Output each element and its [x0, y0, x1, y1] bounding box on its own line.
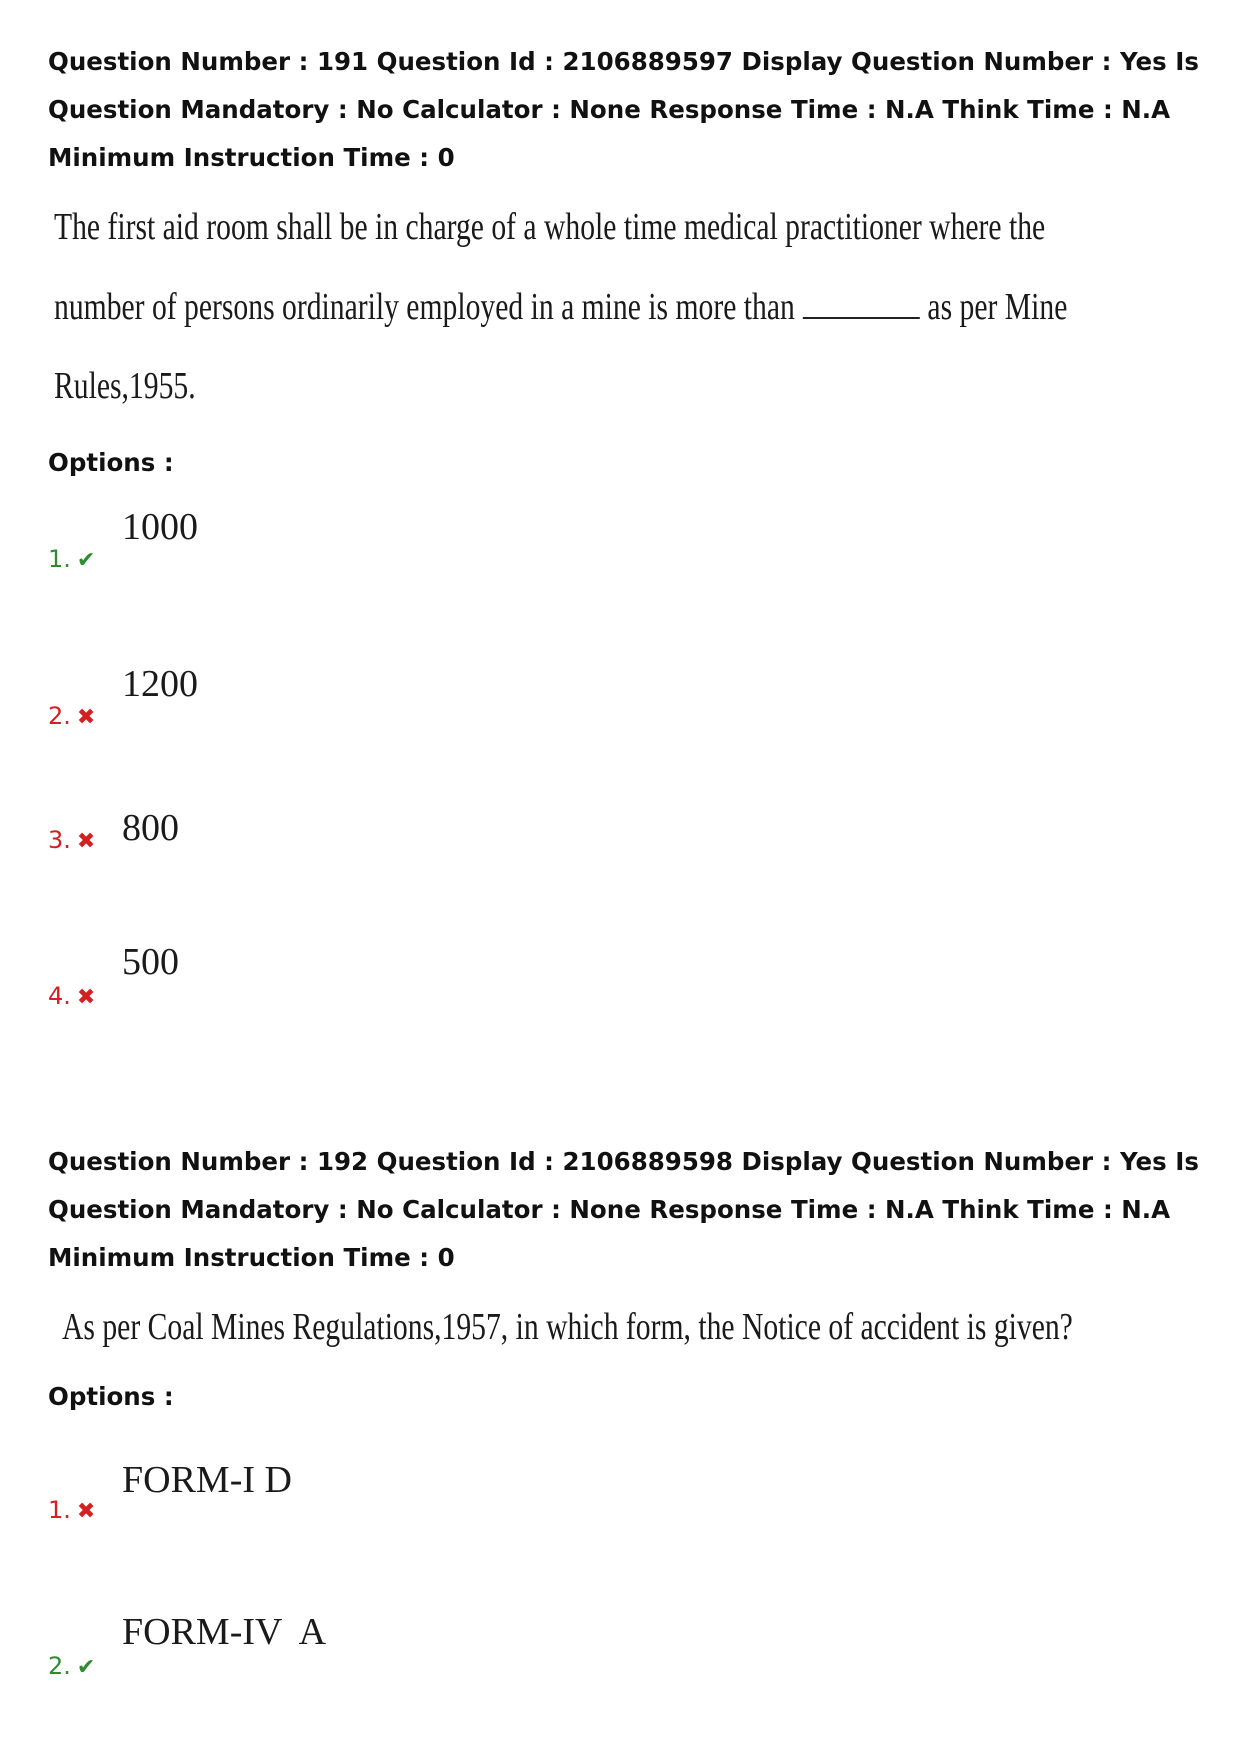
question-191-option-1-number: [48, 545, 95, 573]
question-192-stem: As per Coal Mines Regulations,1957, in which form, the Notice of accident is given?: [62, 1306, 1073, 1348]
cross-icon: ✖: [76, 1499, 96, 1524]
question-191-metadata: Question Number : 191 Question Id : 2106889597 Display Question Number : Yes Is Question Mandatory : No Calculator : None Response Time : N.A Think Time : N.A Minimum Instruction Time : 0: [48, 47, 1199, 172]
question-191-stem-line-2: [54, 285, 1067, 329]
check-icon: ✔: [76, 548, 96, 573]
question-191-option-4-number: [48, 982, 95, 1010]
question-191-stem-line-3: Rules,1955.: [54, 365, 196, 407]
option-number: 2.: [48, 1652, 71, 1680]
option-number: 3.: [48, 826, 71, 854]
question-191-option-2-value: 1200: [122, 663, 198, 705]
question-191-option-3-value: 800: [122, 807, 179, 849]
option-number: 1.: [48, 1496, 71, 1524]
fill-in-blank: [803, 315, 920, 319]
question-191-stem-line-1: The first aid room shall be in charge of a whole time medical practitioner where the: [54, 206, 1046, 248]
option-number: 4.: [48, 982, 71, 1010]
check-icon: ✔: [76, 1655, 96, 1680]
question-191-stem-line-2-end: as per Mine: [927, 286, 1068, 328]
cross-icon: ✖: [76, 705, 96, 730]
question-192-options-label: Options :: [48, 1382, 174, 1411]
question-192-option-1-value: FORM-I D: [122, 1459, 292, 1501]
question-192-option-2-number: [48, 1652, 95, 1680]
question-191-option-2-number: [48, 702, 95, 730]
question-191-option-3-number: [48, 826, 95, 854]
option-number: 1.: [48, 545, 71, 573]
question-191-option-4-value: 500: [122, 941, 179, 983]
question-191-options-label: Options :: [48, 448, 174, 477]
question-192-option-2-value: FORM-IV A: [122, 1611, 327, 1653]
question-191-option-1-value: 1000: [122, 506, 198, 548]
question-192-metadata: Question Number : 192 Question Id : 2106889598 Display Question Number : Yes Is Question Mandatory : No Calculator : None Response Time : N.A Think Time : N.A Minimum Instruction Time : 0: [48, 1147, 1199, 1272]
question-192-option-1-number: [48, 1496, 95, 1524]
option-number: 2.: [48, 702, 71, 730]
cross-icon: ✖: [76, 829, 96, 854]
cross-icon: ✖: [76, 985, 96, 1010]
question-191-stem-line-2-start: number of persons ordinarily employed in a mine is more than: [54, 286, 795, 328]
